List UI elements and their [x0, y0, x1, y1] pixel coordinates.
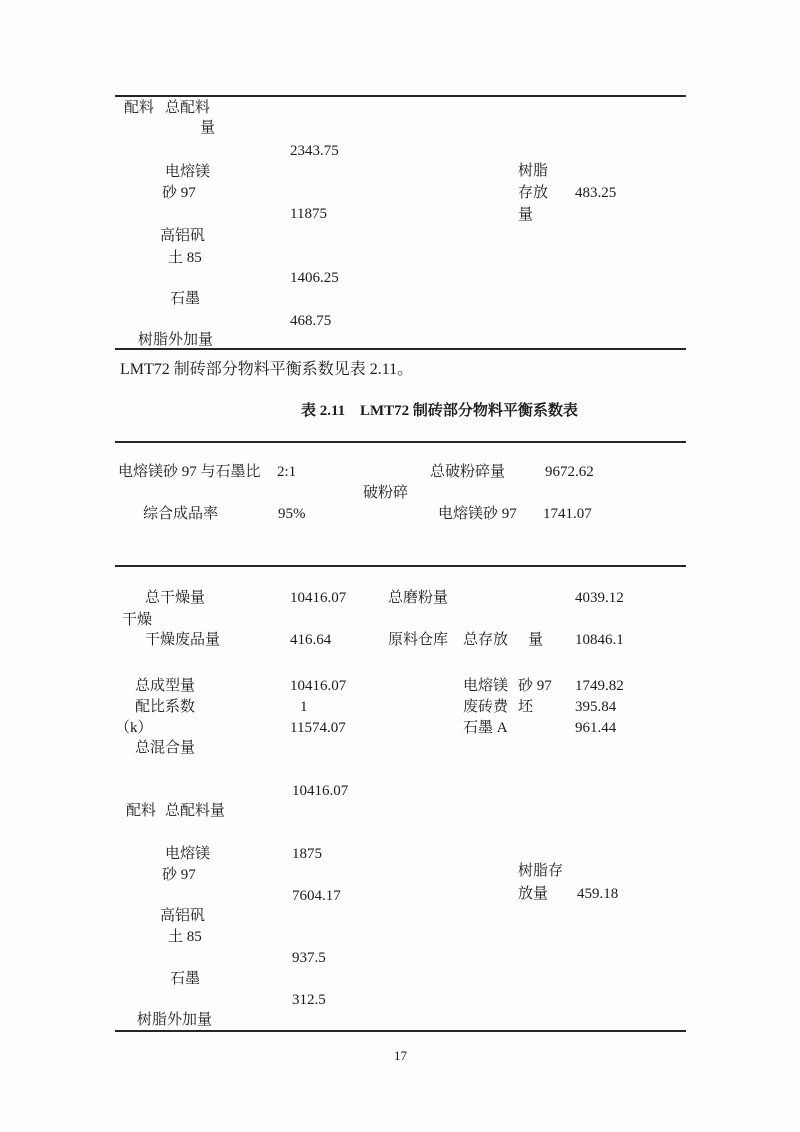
cell-batch-magnesia-value-1: 1875	[292, 846, 322, 862]
cell-graphite-a-label: 石墨 A	[463, 720, 508, 736]
cell-dry-total-value: 10416.07	[290, 590, 347, 606]
table-mid-border	[115, 565, 686, 567]
cell-batch-resin-value: 459.18	[577, 886, 619, 902]
cell-batch-alumina-label-1: 高铝矾	[160, 908, 206, 924]
table-bottom-border	[115, 1030, 686, 1032]
cell-yield-label: 综合成品率	[143, 506, 219, 522]
prev-resin-ext-label: 树脂外加量	[138, 332, 214, 348]
prev-alumina-label-line2: 土 85	[168, 250, 202, 266]
prev-total-batch-label-line2: 量	[200, 120, 216, 136]
cell-waste-brick-value: 395.84	[575, 699, 617, 715]
section-crush-label: 破粉碎	[363, 485, 409, 501]
prev-table-bottom-border	[115, 348, 686, 350]
cell-crush-total-label: 总破粉碎量	[430, 464, 506, 480]
table-caption-title: LMT72 制砖部分物料平衡系数表	[360, 403, 578, 419]
cell-crush-magnesia-label: 电熔镁砂 97	[438, 506, 517, 522]
cell-waste-brick-label-2: 坯	[518, 699, 534, 715]
prev-magnesia-value: 11875	[290, 206, 327, 222]
cell-batch-magnesia-value-2: 7604.17	[292, 888, 341, 904]
prev-resin-store-label-line3: 量	[518, 207, 534, 223]
prev-alumina-value: 1406.25	[290, 270, 339, 286]
section-dry-label: 干燥	[122, 612, 153, 628]
prev-resin-store-label-line1: 树脂	[518, 163, 549, 179]
cell-ratio-k-label: 配比系数	[135, 699, 196, 715]
prev-resin-store-value: 483.25	[575, 185, 617, 201]
cell-batch-resin-label-2: 放量	[518, 886, 549, 902]
cell-crush-magnesia-value: 1741.07	[543, 506, 592, 522]
cell-mill-total-value: 4039.12	[575, 590, 624, 606]
cell-dry-waste-label: 干燥废品量	[145, 632, 221, 648]
page-number: 17	[394, 1048, 407, 1063]
cell-waste-brick-label-1: 废砖费	[463, 699, 509, 715]
cell-crush-total-value: 9672.62	[545, 464, 594, 480]
cell-dry-total-label: 总干燥量	[145, 590, 206, 606]
cell-form-total-label: 总成型量	[135, 678, 196, 694]
table-top-border	[115, 441, 686, 443]
cell-batch-magnesia-label-2: 砂 97	[162, 867, 196, 883]
table-caption-label: 表 2.11	[301, 403, 346, 419]
prev-batch-section-label: 配料	[124, 100, 155, 116]
cell-mix-total-label: 总混合量	[135, 740, 196, 756]
prev-magnesia-label-line2: 砂 97	[162, 185, 196, 201]
prev-graphite-value: 468.75	[290, 313, 332, 329]
cell-batch-graphite-label: 石墨	[170, 971, 201, 987]
cell-batch-magnesia-label-1: 电熔镁	[165, 846, 211, 862]
cell-k-label: （k）	[115, 720, 153, 736]
prev-resin-ext-value: 2343.75	[290, 143, 339, 159]
cell-wh-magnesia-value: 1749.82	[575, 678, 624, 694]
prev-magnesia-label-line1: 电熔镁	[165, 164, 211, 180]
cell-ratio-label: 电熔镁砂 97 与石墨比	[118, 464, 261, 480]
prev-total-batch-label-line1: 总配料	[165, 100, 211, 116]
cell-batch-resin-label-1: 树脂存	[518, 863, 564, 879]
cell-graphite-a-value: 961.44	[575, 720, 617, 736]
cell-mill-total-label: 总磨粉量	[388, 590, 449, 606]
prev-graphite-label: 石墨	[170, 291, 201, 307]
cell-batch-alumina-label-2: 土 85	[168, 929, 202, 945]
cell-dry-waste-value: 416.64	[290, 632, 332, 648]
cell-batch-alumina-value: 937.5	[292, 950, 326, 966]
cell-store-total-label-2: 量	[528, 632, 544, 648]
cell-store-total-label-1: 总存放	[463, 632, 509, 648]
cell-wh-magnesia-label-1: 电熔镁	[463, 678, 509, 694]
cell-batch-total-value: 10416.07	[292, 783, 349, 799]
cell-store-total-value: 10846.1	[575, 632, 624, 648]
cell-warehouse-label: 原料仓库	[388, 632, 449, 648]
cell-wh-magnesia-label-2: 砂 97	[518, 678, 552, 694]
cell-ratio-value: 2:1	[277, 464, 297, 480]
prev-resin-store-label-line2: 存放	[518, 185, 549, 201]
cell-yield-value: 95%	[278, 506, 306, 522]
prev-alumina-label-line1: 高铝矾	[160, 228, 206, 244]
cell-mix-total-value: 11574.07	[290, 720, 346, 736]
cell-ratio-k-value: 1	[300, 699, 308, 715]
prev-table-top-border	[115, 95, 686, 97]
cell-form-total-value: 10416.07	[290, 678, 347, 694]
section-batch-label: 配料	[126, 803, 157, 819]
cell-batch-graphite-value: 312.5	[292, 992, 326, 1008]
intro-paragraph: LMT72 制砖部分物料平衡系数见表 2.11。	[120, 361, 414, 378]
cell-resin-ext-label: 树脂外加量	[137, 1012, 213, 1028]
cell-batch-total-label: 总配料量	[165, 803, 226, 819]
